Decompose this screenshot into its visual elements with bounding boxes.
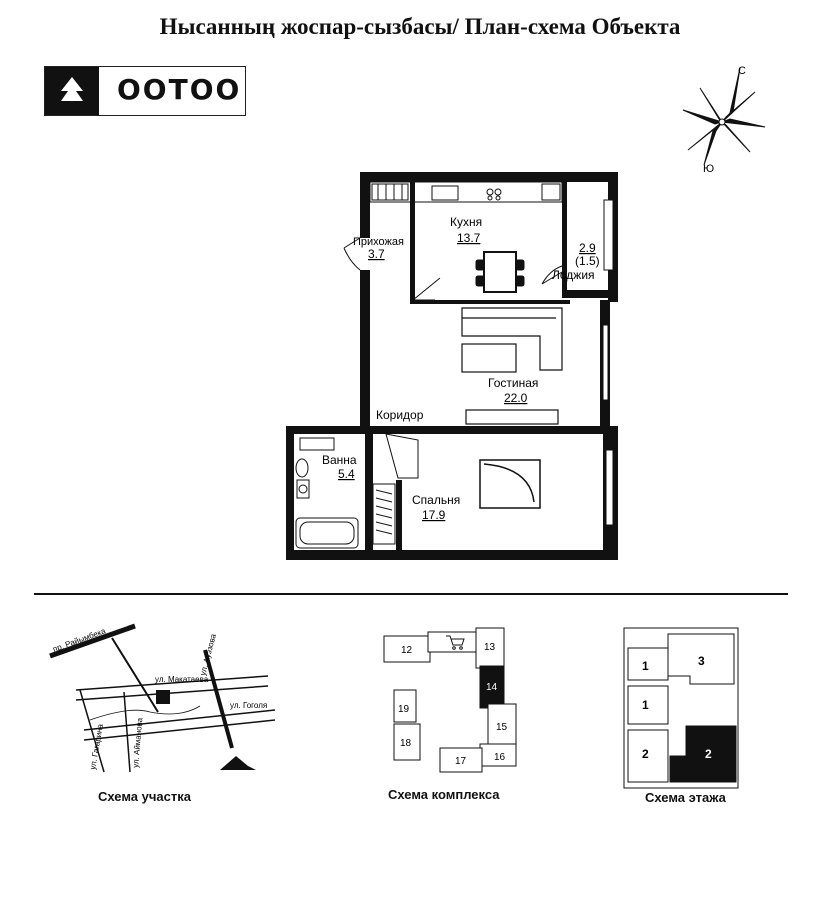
room-living-name: Гостиная (488, 376, 539, 390)
floor-unit-2b: 2 (705, 747, 712, 761)
floor-unit-1a: 1 (642, 659, 649, 673)
logo-text: OOTOO (117, 73, 242, 106)
complex-scheme-caption: Схема комплекса (388, 787, 500, 802)
page-title: Нысанның жоспар-сызбасы/ План-схема Объекта (159, 14, 681, 39)
room-loggia-area: 2.9 (579, 241, 596, 255)
site-scheme-caption: Схема участка (98, 789, 191, 804)
compass-rose-icon (683, 68, 765, 165)
floor-unit-3: 3 (698, 654, 705, 668)
floor-scheme-caption: Схема этажа (645, 790, 726, 805)
block-12: 12 (401, 645, 413, 656)
room-bedroom-name: Спальня (412, 493, 461, 507)
room-bedroom-area: 17.9 (422, 508, 446, 522)
street-auezov: ул. Ауэзова (198, 632, 218, 677)
room-loggia-area2: (1.5) (575, 254, 600, 268)
block-14: 14 (486, 682, 498, 693)
compass-south-label: Ю (703, 163, 715, 175)
bed (480, 460, 540, 508)
room-kitchen-area: 13.7 (457, 231, 481, 245)
block-13: 13 (484, 642, 496, 653)
street-makataev: ул. Макатаева (155, 675, 209, 684)
room-bath-name: Ванна (322, 453, 357, 467)
room-kitchen-name: Кухня (450, 215, 483, 229)
kitchen-counter (370, 182, 562, 202)
block-19: 19 (398, 704, 410, 715)
dining-table (476, 252, 524, 292)
street-gagarin: ул. Гагарина (88, 723, 106, 771)
street-gogol: ул. Гоголя (230, 701, 268, 710)
block-17: 17 (455, 756, 467, 767)
block-16: 16 (494, 752, 506, 763)
street-aimanov: ул. Айманова (131, 717, 145, 769)
site-map (50, 626, 275, 772)
floor-unit-1b: 1 (642, 698, 649, 712)
room-living-area: 22.0 (504, 391, 528, 405)
room-hall-name: Прихожая (353, 236, 404, 248)
room-hall-area: 3.7 (368, 247, 385, 261)
wardrobe (373, 484, 395, 544)
room-loggia-name: Лоджия (552, 268, 595, 282)
doors (344, 238, 562, 478)
room-bath-area: 5.4 (338, 467, 355, 481)
compass-north-label: С (738, 65, 746, 77)
block-15: 15 (496, 722, 508, 733)
sofa (462, 308, 562, 424)
street-raiymbek: пр. Райымбека (51, 626, 107, 654)
block-18: 18 (400, 738, 412, 749)
room-corridor-name: Коридор (376, 408, 424, 422)
floor-unit-2a: 2 (642, 747, 649, 761)
